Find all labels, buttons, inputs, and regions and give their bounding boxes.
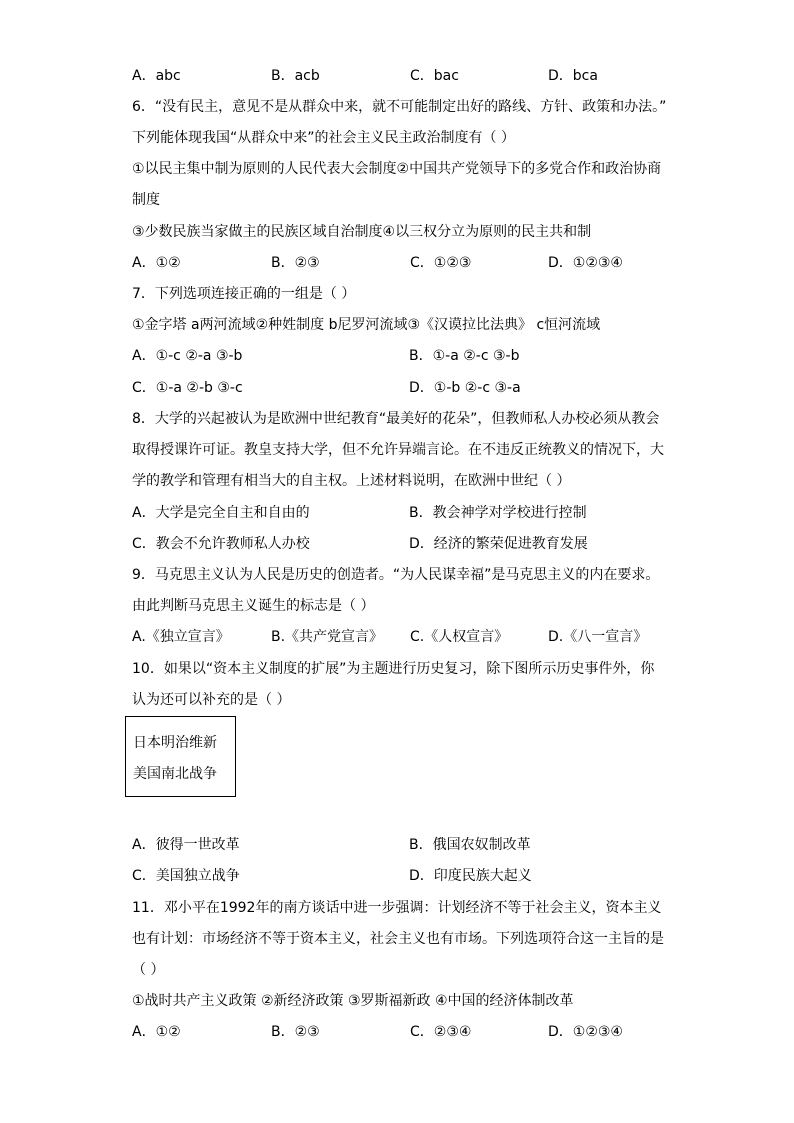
q10-event-1: 日本明治维新 xyxy=(133,735,217,751)
q10-event-box xyxy=(125,716,236,797)
q8-option-b: B．教会神学对学校进行控制 xyxy=(409,505,587,521)
q8-option-c: C．教会不允许教师私人办校 xyxy=(132,536,310,552)
q7-stem: 7．下列选项连接正确的一组是（ ） xyxy=(132,286,356,302)
q8-option-d: D．经济的繁荣促进教育发展 xyxy=(409,536,588,552)
q9-stem-line1: 9．马克思主义认为人民是历史的创造者。“为人民谋幸福”是马克思主义的内在要求。 xyxy=(132,567,660,583)
q5-option-a: A．abc xyxy=(132,68,181,84)
q10-option-b: B．俄国农奴制改革 xyxy=(409,837,531,853)
q9-option-d: D.《八一宣言》 xyxy=(548,629,648,645)
q8-stem-line1: 8．大学的兴起被认为是欧洲中世纪教育“最美好的花朵”，但教师私人办校必须从教会 xyxy=(132,411,660,427)
q9-option-a: A.《独立宣言》 xyxy=(132,629,230,645)
q7-option-d: D．①-b ②-c ③-a xyxy=(409,380,521,396)
q8-stem-line2: 取得授课许可证。教皇支持大学，但不允许异端言论。在不违反正统教义的情况下，大 xyxy=(132,442,664,458)
q11-option-c: C．②③④ xyxy=(410,1024,472,1040)
q6-item-line3: ③少数民族当家做主的民族区域自治制度④以三权分立为原则的民主共和制 xyxy=(132,224,592,240)
q8-stem-line3: 学的教学和管理有相当大的自主权。上述材料说明，在欧洲中世纪（ ） xyxy=(132,473,571,489)
q6-option-b: B．②③ xyxy=(271,255,320,271)
q10-stem-line2: 认为还可以补充的是（ ） xyxy=(132,692,291,708)
q11-stem-line1: 11．邓小平在1992年的南方谈话中进一步强调：计划经济不等于社会主义，资本主义 xyxy=(132,900,662,916)
q5-option-b: B．acb xyxy=(271,68,320,84)
q7-option-c: C．①-a ②-b ③-c xyxy=(132,380,243,396)
q6-item-line1: ①以民主集中制为原则的人民代表大会制度②中国共产党领导下的多党合作和政治协商 xyxy=(132,161,662,177)
q7-items: ①金字塔 a两河流域②种姓制度 b尼罗河流域③《汉谟拉比法典》 c恒河流域 xyxy=(132,317,601,333)
q6-stem-line2: 下列能体现我国“从群众中来”的社会主义民主政治制度有（ ） xyxy=(132,130,515,146)
q6-item-line2: 制度 xyxy=(132,192,160,208)
q9-option-c: C.《人权宣言》 xyxy=(410,629,509,645)
q8-option-a: A．大学是完全自主和自由的 xyxy=(132,505,310,521)
q10-option-d: D．印度民族大起义 xyxy=(409,868,532,884)
q6-option-c: C．①②③ xyxy=(410,255,472,271)
q9-option-b: B.《共产党宣言》 xyxy=(271,629,384,645)
q6-option-d: D．①②③④ xyxy=(548,255,623,271)
q5-option-c: C．bac xyxy=(410,68,459,84)
q11-option-b: B．②③ xyxy=(271,1024,320,1040)
q5-option-d: D．bca xyxy=(548,68,598,84)
q11-option-a: A．①② xyxy=(132,1024,181,1040)
q6-option-a: A．①② xyxy=(132,255,181,271)
q7-option-a: A．①-c ②-a ③-b xyxy=(132,348,243,364)
q6-stem-line1: 6．“没有民主，意见不是从群众中来，就不可能制定出好的路线、方针、政策和办法。” xyxy=(132,99,667,115)
q11-stem-line3: （ ） xyxy=(132,962,165,978)
q10-option-c: C．美国独立战争 xyxy=(132,868,240,884)
q10-stem-line1: 10．如果以“资本主义制度的扩展”为主题进行历史复习，除下图所示历史事件外，你 xyxy=(132,661,655,677)
q11-stem-line2: 也有计划：市场经济不等于资本主义，社会主义也有市场。下列选项符合这一主旨的是 xyxy=(132,931,664,947)
q10-option-a: A．彼得一世改革 xyxy=(132,837,240,853)
q11-option-d: D．①②③④ xyxy=(548,1024,623,1040)
q10-event-2: 美国南北战争 xyxy=(133,766,217,782)
q7-option-b: B．①-a ②-c ③-b xyxy=(409,348,520,364)
q11-items: ①战时共产主义政策 ②新经济政策 ③罗斯福新政 ④中国的经济体制改革 xyxy=(132,993,574,1009)
q9-stem-line2: 由此判断马克思主义诞生的标志是（ ） xyxy=(132,598,375,614)
